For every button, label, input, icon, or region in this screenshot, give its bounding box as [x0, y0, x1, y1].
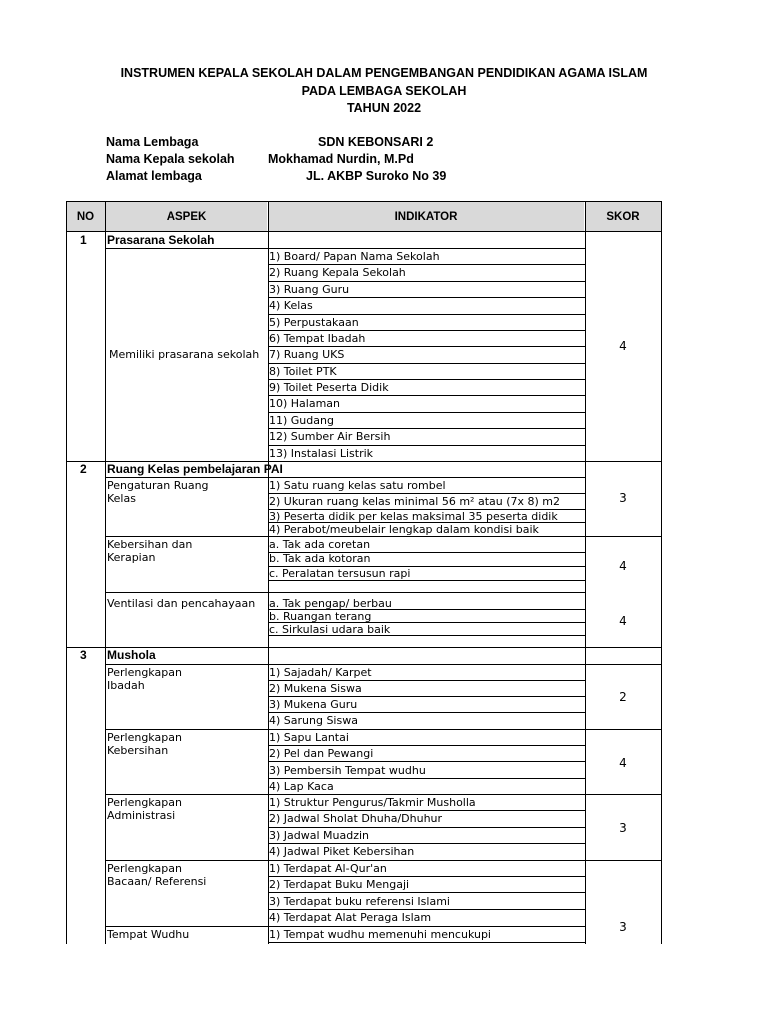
- lembaga-value: SDN KEBONSARI 2: [318, 135, 434, 149]
- aspek-bacaan-line2: Bacaan/ Referensi: [107, 875, 207, 888]
- alamat-value: JL. AKBP Suroko No 39: [306, 169, 447, 183]
- skor-bacaan: 3: [619, 920, 627, 934]
- list-item: 1) Struktur Pengurus/Takmir Musholla: [269, 796, 476, 809]
- header-indikator: INDIKATOR: [394, 211, 458, 223]
- list-item: 1) Tempat wudhu memenuhi mencukupi: [269, 928, 491, 941]
- header-skor: SKOR: [606, 211, 640, 223]
- kepala-value: Mokhamad Nurdin, M.Pd: [268, 152, 414, 166]
- list-item: 1) Board/ Papan Nama Sekolah: [269, 250, 440, 263]
- list-item: 6) Tempat Ibadah: [269, 332, 366, 345]
- list-item: 4) Jadwal Piket Kebersihan: [269, 845, 415, 858]
- aspek-kebersihan-line2: Kerapian: [107, 551, 156, 564]
- skor-pengaturan: 3: [619, 491, 627, 505]
- section-1-no: 1: [80, 233, 87, 247]
- list-item: a. Tak pengap/ berbau: [269, 597, 392, 610]
- aspek-administrasi-line1: Perlengkapan: [107, 796, 182, 809]
- list-item: 1) Sajadah/ Karpet: [269, 666, 372, 679]
- list-item: 3) Terdapat buku referensi Islami: [269, 895, 450, 908]
- list-item: 3) Mukena Guru: [269, 698, 358, 711]
- list-item: 11) Gudang: [269, 414, 334, 427]
- document-title-line3: TAHUN 2022: [346, 101, 422, 115]
- list-item: 9) Toilet Peserta Didik: [269, 381, 389, 394]
- list-item: 13) Instalasi Listrik: [269, 447, 374, 460]
- list-item: 2) Mukena Siswa: [269, 682, 362, 695]
- list-item: 2) Ruang Kepala Sekolah: [269, 266, 406, 279]
- document-title-line2: PADA LEMBAGA SEKOLAH: [301, 84, 467, 98]
- list-item: 4) Terdapat Alat Peraga Islam: [269, 911, 432, 924]
- aspek-kebersihan-mushola-line2: Kebersihan: [107, 744, 169, 757]
- kepala-label: Nama Kepala sekolah: [106, 152, 235, 166]
- header-aspek: ASPEK: [166, 211, 207, 223]
- list-item: 3) Jadwal Muadzin: [269, 829, 370, 842]
- section-3-no: 3: [80, 648, 87, 662]
- list-item: 5) Perpustakaan: [269, 316, 359, 329]
- skor-ibadah: 2: [619, 690, 627, 704]
- skor-prasarana: 4: [619, 339, 627, 353]
- aspek-ibadah-line1: Perlengkapan: [107, 666, 182, 679]
- list-item: 3) Ruang Guru: [269, 283, 350, 296]
- skor-kebersihan: 4: [619, 559, 627, 573]
- list-item: 1) Terdapat Al-Qur'an: [269, 862, 387, 875]
- list-item: 1) Sapu Lantai: [269, 731, 349, 744]
- list-item: 12) Sumber Air Bersih: [269, 430, 391, 443]
- skor-administrasi: 3: [619, 821, 627, 835]
- list-item: 2) Terdapat Buku Mengaji: [269, 878, 410, 891]
- aspek-kebersihan-line1: Kebersihan dan: [107, 538, 193, 551]
- aspek-administrasi-line2: Administrasi: [107, 809, 176, 822]
- section-2-no: 2: [80, 462, 87, 476]
- list-item: 7) Ruang UKS: [269, 348, 345, 361]
- list-item: 4) Sarung Siswa: [269, 714, 358, 727]
- lembaga-label: Nama Lembaga: [106, 135, 199, 149]
- aspek-bacaan-line1: Perlengkapan: [107, 862, 182, 875]
- section-3-title: Mushola: [107, 648, 156, 662]
- list-item: b. Ruangan terang: [269, 610, 372, 623]
- list-item: 1) Satu ruang kelas satu rombel: [269, 479, 446, 492]
- list-item: a. Tak ada coretan: [269, 538, 371, 551]
- section-2-title: Ruang Kelas pembelajaran PAI: [107, 462, 283, 476]
- header-no: NO: [76, 211, 95, 223]
- list-item: 2) Ukuran ruang kelas minimal 56 m² atau (7x 8) m2: [269, 495, 561, 508]
- list-item: 3) Pembersih Tempat wudhu: [269, 764, 426, 777]
- list-item: 4) Kelas: [269, 299, 313, 312]
- skor-kebersihan-mushola: 4: [619, 756, 627, 770]
- list-item: c. Sirkulasi udara baik: [269, 623, 391, 636]
- list-item: 4) Perabot/meubelair lengkap dalam kondisi baik: [269, 523, 539, 536]
- aspek-prasarana: Memiliki prasarana sekolah: [109, 348, 260, 361]
- alamat-label: Alamat lembaga: [106, 169, 202, 183]
- aspek-ibadah-line2: Ibadah: [107, 679, 145, 692]
- list-item: 3) Peserta didik per kelas maksimal 35 peserta didik: [269, 510, 558, 523]
- list-item: 2) Jadwal Sholat Dhuha/Dhuhur: [269, 812, 443, 825]
- document-title-line1: INSTRUMEN KEPALA SEKOLAH DALAM PENGEMBANGAN PENDIDIKAN AGAMA ISLAM: [120, 66, 648, 80]
- aspek-ventilasi: Ventilasi dan pencahayaan: [107, 597, 256, 610]
- list-item: 4) Lap Kaca: [269, 780, 334, 793]
- list-item: 10) Halaman: [269, 397, 341, 410]
- list-item: b. Tak ada kotoran: [269, 552, 371, 565]
- aspek-pengaturan-line1: Pengaturan Ruang: [107, 479, 209, 492]
- list-item: 2) Pel dan Pewangi: [269, 747, 374, 760]
- section-1-title: Prasarana Sekolah: [107, 233, 215, 247]
- list-item: 8) Toilet PTK: [269, 365, 337, 378]
- aspek-kebersihan-mushola-line1: Perlengkapan: [107, 731, 182, 744]
- list-item: c. Peralatan tersusun rapi: [269, 567, 411, 580]
- skor-ventilasi: 4: [619, 614, 627, 628]
- aspek-tempat-wudhu: Tempat Wudhu: [107, 928, 190, 941]
- aspek-pengaturan-line2: Kelas: [107, 492, 136, 505]
